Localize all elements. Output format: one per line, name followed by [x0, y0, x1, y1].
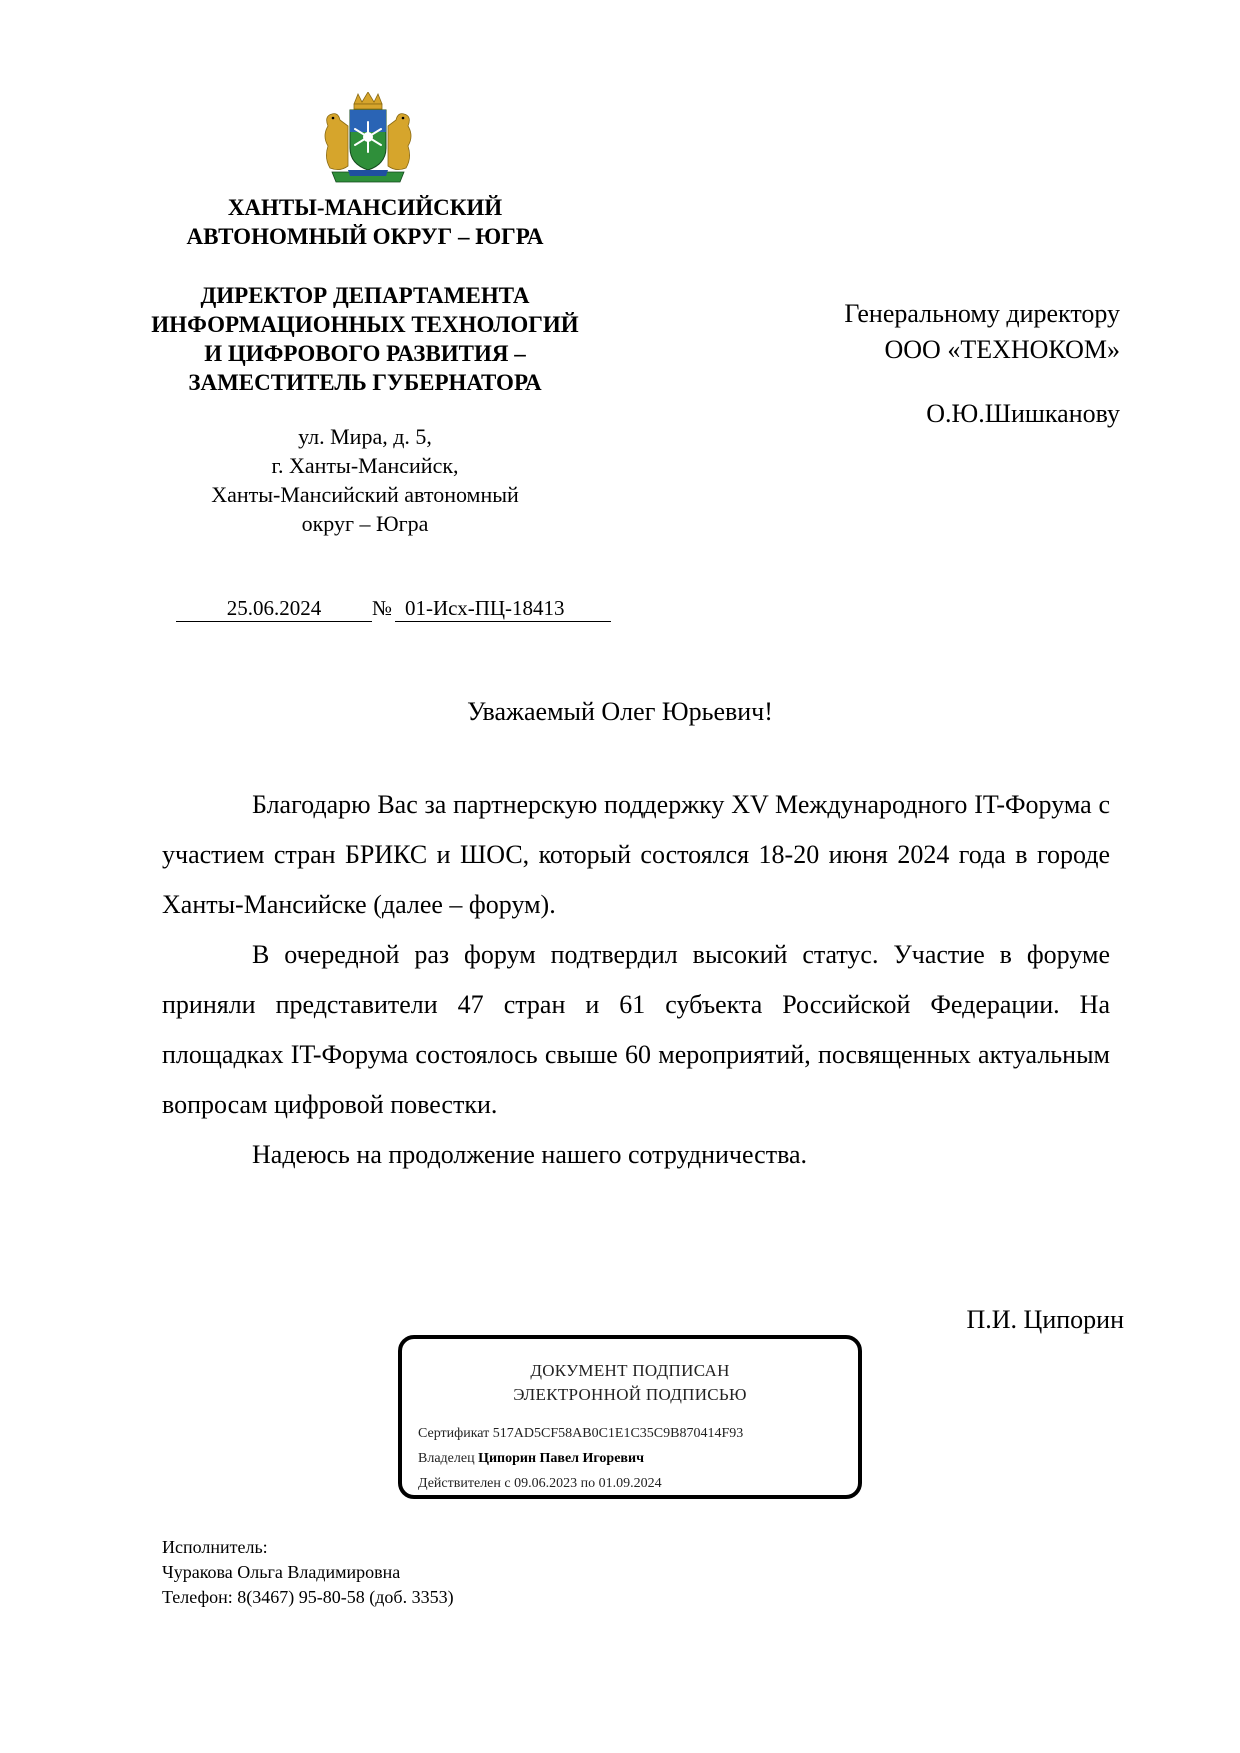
- owner-label: Владелец: [418, 1451, 475, 1466]
- executor-label: Исполнитель:: [162, 1537, 268, 1557]
- valid-from: 09.06.2023: [514, 1476, 578, 1491]
- paragraph-2: В очередной раз форум подтвердил высокий статус. Участие в форуме приняли представители 47 стран и 61 субъекта Российской Федерации. На площадках IT-Форума состоялось свыше 60 мероприятий, посвященных актуальным вопросам цифровой повестки.: [162, 940, 1110, 1119]
- valid-to: 01.09.2024: [598, 1476, 662, 1491]
- valid-to-label: по: [580, 1476, 596, 1491]
- address-line-2: г. Ханты-Мансийск,: [271, 453, 459, 478]
- owner-value: Ципорин Павел Игоревич: [478, 1451, 644, 1466]
- executor-block: [162, 1535, 454, 1610]
- greeting: Уважаемый Олег Юрьевич!: [467, 697, 773, 726]
- address-line-4: округ – Югра: [301, 511, 429, 536]
- executor-name: Чуракова Ольга Владимировна: [162, 1562, 401, 1582]
- sender-address: [120, 422, 610, 538]
- letter-body: [162, 780, 1110, 1180]
- recipient-block: [844, 296, 1120, 368]
- recipient-position: Генеральному директору: [844, 299, 1120, 328]
- validity-row: [418, 1471, 842, 1496]
- sender-position: [120, 281, 610, 397]
- document-number-label: №: [372, 596, 393, 620]
- certificate-value: 517AD5CF58AB0C1E1C35C9B870414F93: [492, 1426, 744, 1441]
- dept-line-1: ДИРЕКТОР ДЕПАРТАМЕНТА: [200, 283, 530, 308]
- document-date: 25.06.2024: [176, 595, 372, 622]
- org-line-1: ХАНТЫ-МАНСИЙСКИЙ: [227, 195, 503, 220]
- org-line-2: АВТОНОМНЫЙ ОКРУГ – ЮГРА: [186, 224, 544, 249]
- recipient-company: ООО «ТЕХНОКОМ»: [884, 335, 1120, 364]
- paragraph-3: Надеюсь на продолжение нашего сотрудничества.: [252, 1140, 808, 1169]
- certificate-row: [418, 1421, 842, 1446]
- valid-from-label: Действителен с: [418, 1476, 511, 1491]
- address-line-3: Ханты-Мансийский автономный: [211, 482, 519, 507]
- dept-line-2: ИНФОРМАЦИОННЫХ ТЕХНОЛОГИЙ: [151, 312, 579, 337]
- document-number: 01-Исх-ПЦ-18413: [395, 595, 611, 622]
- electronic-signature-stamp: [398, 1335, 862, 1499]
- owner-row: [418, 1446, 842, 1471]
- signer-name: П.И. Ципорин: [966, 1305, 1124, 1334]
- certificate-label: Сертификат: [418, 1426, 490, 1441]
- dept-line-4: ЗАМЕСТИТЕЛЬ ГУБЕРНАТОРА: [188, 370, 542, 395]
- coat-of-arms-icon: [318, 92, 418, 186]
- dept-line-3: И ЦИФРОВОГО РАЗВИТИЯ –: [204, 341, 526, 366]
- stamp-title-line-2: ЭЛЕКТРОННОЙ ПОДПИСЬЮ: [513, 1385, 747, 1404]
- address-line-1: ул. Мира, д. 5,: [298, 424, 432, 449]
- executor-phone: Телефон: 8(3467) 95-80-58 (доб. 3353): [162, 1587, 454, 1607]
- paragraph-1: Благодарю Вас за партнерскую поддержку XV Международного IT-Форума с участием стран БРИКС и ШОС, который состоялся 18-20 июня 2024 года в городе Ханты-Мансийске (далее – форум).: [162, 790, 1110, 919]
- organization-name: [120, 193, 610, 251]
- stamp-title-line-1: ДОКУМЕНТ ПОДПИСАН: [530, 1361, 730, 1380]
- stamp-title: [418, 1359, 842, 1407]
- recipient-name: О.Ю.Шишканову: [926, 399, 1120, 428]
- stamp-details: [418, 1421, 842, 1496]
